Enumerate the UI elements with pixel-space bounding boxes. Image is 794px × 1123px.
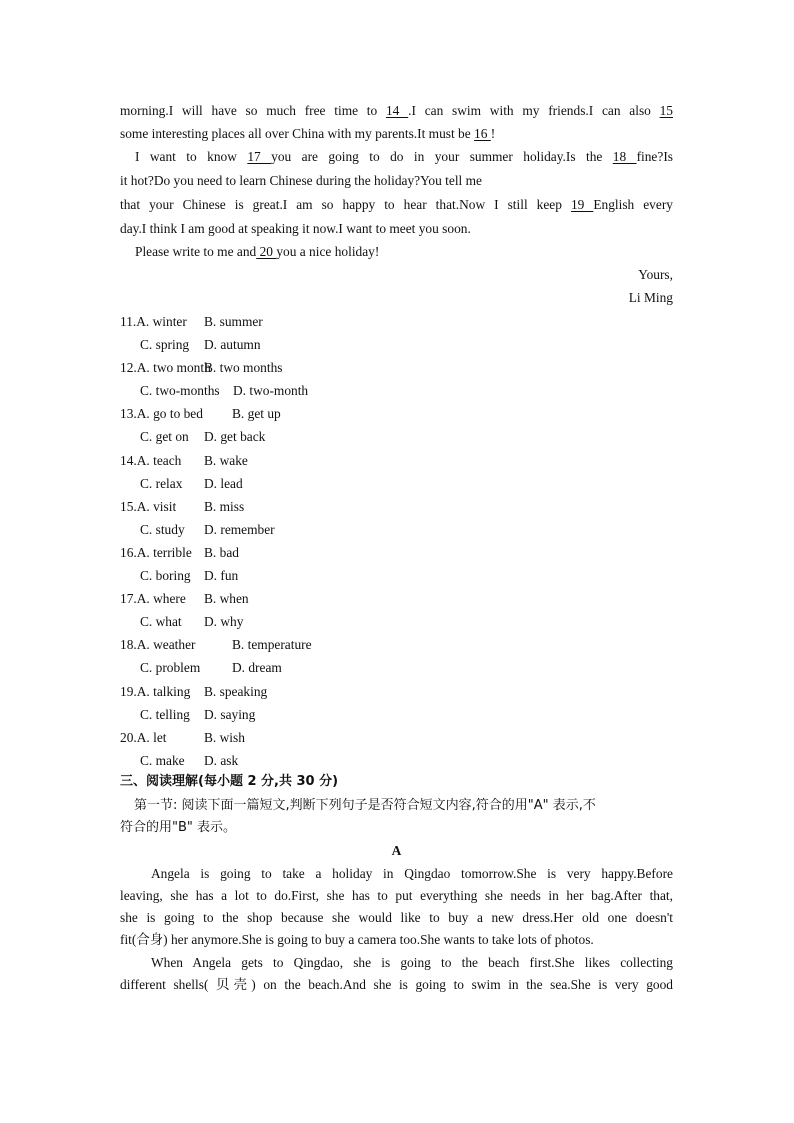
question-16-option-c: C. boring — [140, 568, 191, 583]
question-20-option-b: B. wish — [204, 730, 245, 745]
question-13-option-c: C. get on — [140, 429, 189, 444]
blank-15: 15 — [659, 103, 673, 118]
question-14-option-c: C. relax — [140, 476, 183, 491]
passage-line-5: When Angela gets to Qingdao, she is going to the beach first.She likes collecting — [151, 955, 673, 970]
question-17-option-d: D. why — [204, 614, 244, 629]
question-11-option-a: 11.A. winter — [120, 314, 187, 329]
blank-14: 14 — [385, 103, 409, 118]
question-15-option-b: B. miss — [204, 499, 245, 514]
letter-line-7: Please write to me and 20 you a nice holiday! — [135, 244, 380, 259]
letter-closing: Yours, — [638, 267, 673, 282]
question-12-option-a: 12.A. two month — [120, 360, 211, 375]
question-12-option-c: C. two-months — [140, 383, 220, 398]
passage-line-6: different shells( 贝壳) on the beach.And she is going to swim in the sea.She is very good — [120, 977, 673, 992]
question-18-option-d: D. dream — [232, 660, 282, 675]
section-instruction-line-2: 符合的用"B" 表示。 — [120, 820, 237, 835]
question-16-option-b: B. bad — [204, 545, 239, 560]
question-18-option-c: C. problem — [140, 660, 201, 675]
blank-17: 17 — [247, 149, 272, 164]
passage-line-1: Angela is going to take a holiday in Qingdao tomorrow.She is very happy.Before — [151, 866, 673, 881]
question-14-option-a: 14.A. teach — [120, 453, 182, 468]
letter-line-4: it hot?Do you need to learn Chinese during the holiday?You tell me — [120, 173, 482, 188]
question-19-option-a: 19.A. talking — [120, 684, 191, 699]
question-15-option-d: D. remember — [204, 522, 275, 537]
question-19-option-c: C. telling — [140, 707, 190, 722]
letter-line-6: day.I think I am good at speaking it now.I want to meet you soon. — [120, 221, 471, 236]
blank-20: 20 — [256, 244, 277, 259]
question-12-option-d: D. two-month — [233, 383, 309, 398]
question-17-option-a: 17.A. where — [120, 591, 186, 606]
question-14-option-d: D. lead — [204, 476, 243, 491]
question-19-option-d: D. saying — [204, 707, 256, 722]
question-11-option-b: B. summer — [204, 314, 263, 329]
question-15-option-c: C. study — [140, 522, 185, 537]
passage-line-3: she is going to the shop because she would like to buy a new dress.Her old one doesn't — [120, 910, 673, 925]
question-19-option-b: B. speaking — [204, 684, 268, 699]
question-14-option-b: B. wake — [204, 453, 248, 468]
question-13-option-a: 13.A. go to bed — [120, 406, 203, 421]
question-20-option-c: C. make — [140, 753, 185, 768]
blank-18: 18 — [612, 149, 637, 164]
question-11-option-d: D. autumn — [204, 337, 261, 352]
passage-line-4: fit(合身) her anymore.She is going to buy a camera too.She wants to take lots of photos. — [120, 932, 594, 947]
question-18-option-b: B. temperature — [232, 637, 312, 652]
section-heading: 三、阅读理解(每小题 2 分,共 30 分) — [120, 774, 339, 789]
question-16-option-a: 16.A. terrible — [120, 545, 192, 560]
question-20-option-d: D. ask — [204, 753, 239, 768]
blank-19: 19 — [570, 197, 594, 212]
question-17-option-c: C. what — [140, 614, 182, 629]
passage-line-2: leaving, she has a lot to do.First, she has to put everything she needs in her bag.After that, — [120, 888, 673, 903]
question-13-option-d: D. get back — [204, 429, 266, 444]
question-17-option-b: B. when — [204, 591, 249, 606]
passage-label: A — [391, 843, 402, 858]
blank-16: 16 — [474, 126, 491, 141]
question-20-option-a: 20.A. let — [120, 730, 167, 745]
question-18-option-a: 18.A. weather — [120, 637, 196, 652]
letter-line-5: that your Chinese is great.I am so happy to hear that.Now I still keep 19 English every — [120, 197, 673, 212]
letter-line-2: some interesting places all over China with my parents.It must be 16 ! — [120, 126, 496, 141]
letter-line-1: morning.I will have so much free time to 14 .I can swim with my friends.I can also 15 — [120, 103, 673, 118]
question-12-option-b: B. two months — [204, 360, 283, 375]
question-11-option-c: C. spring — [140, 337, 190, 352]
question-16-option-d: D. fun — [204, 568, 239, 583]
letter-signature: Li Ming — [628, 290, 673, 305]
letter-line-3: I want to know 17 you are going to do in your summer holiday.Is the 18 fine?Is — [135, 149, 673, 164]
section-instruction-line-1: 第一节: 阅读下面一篇短文,判断下列句子是否符合短文内容,符合的用"A" 表示,不 — [134, 798, 596, 813]
question-15-option-a: 15.A. visit — [120, 499, 177, 514]
question-13-option-b: B. get up — [232, 406, 281, 421]
